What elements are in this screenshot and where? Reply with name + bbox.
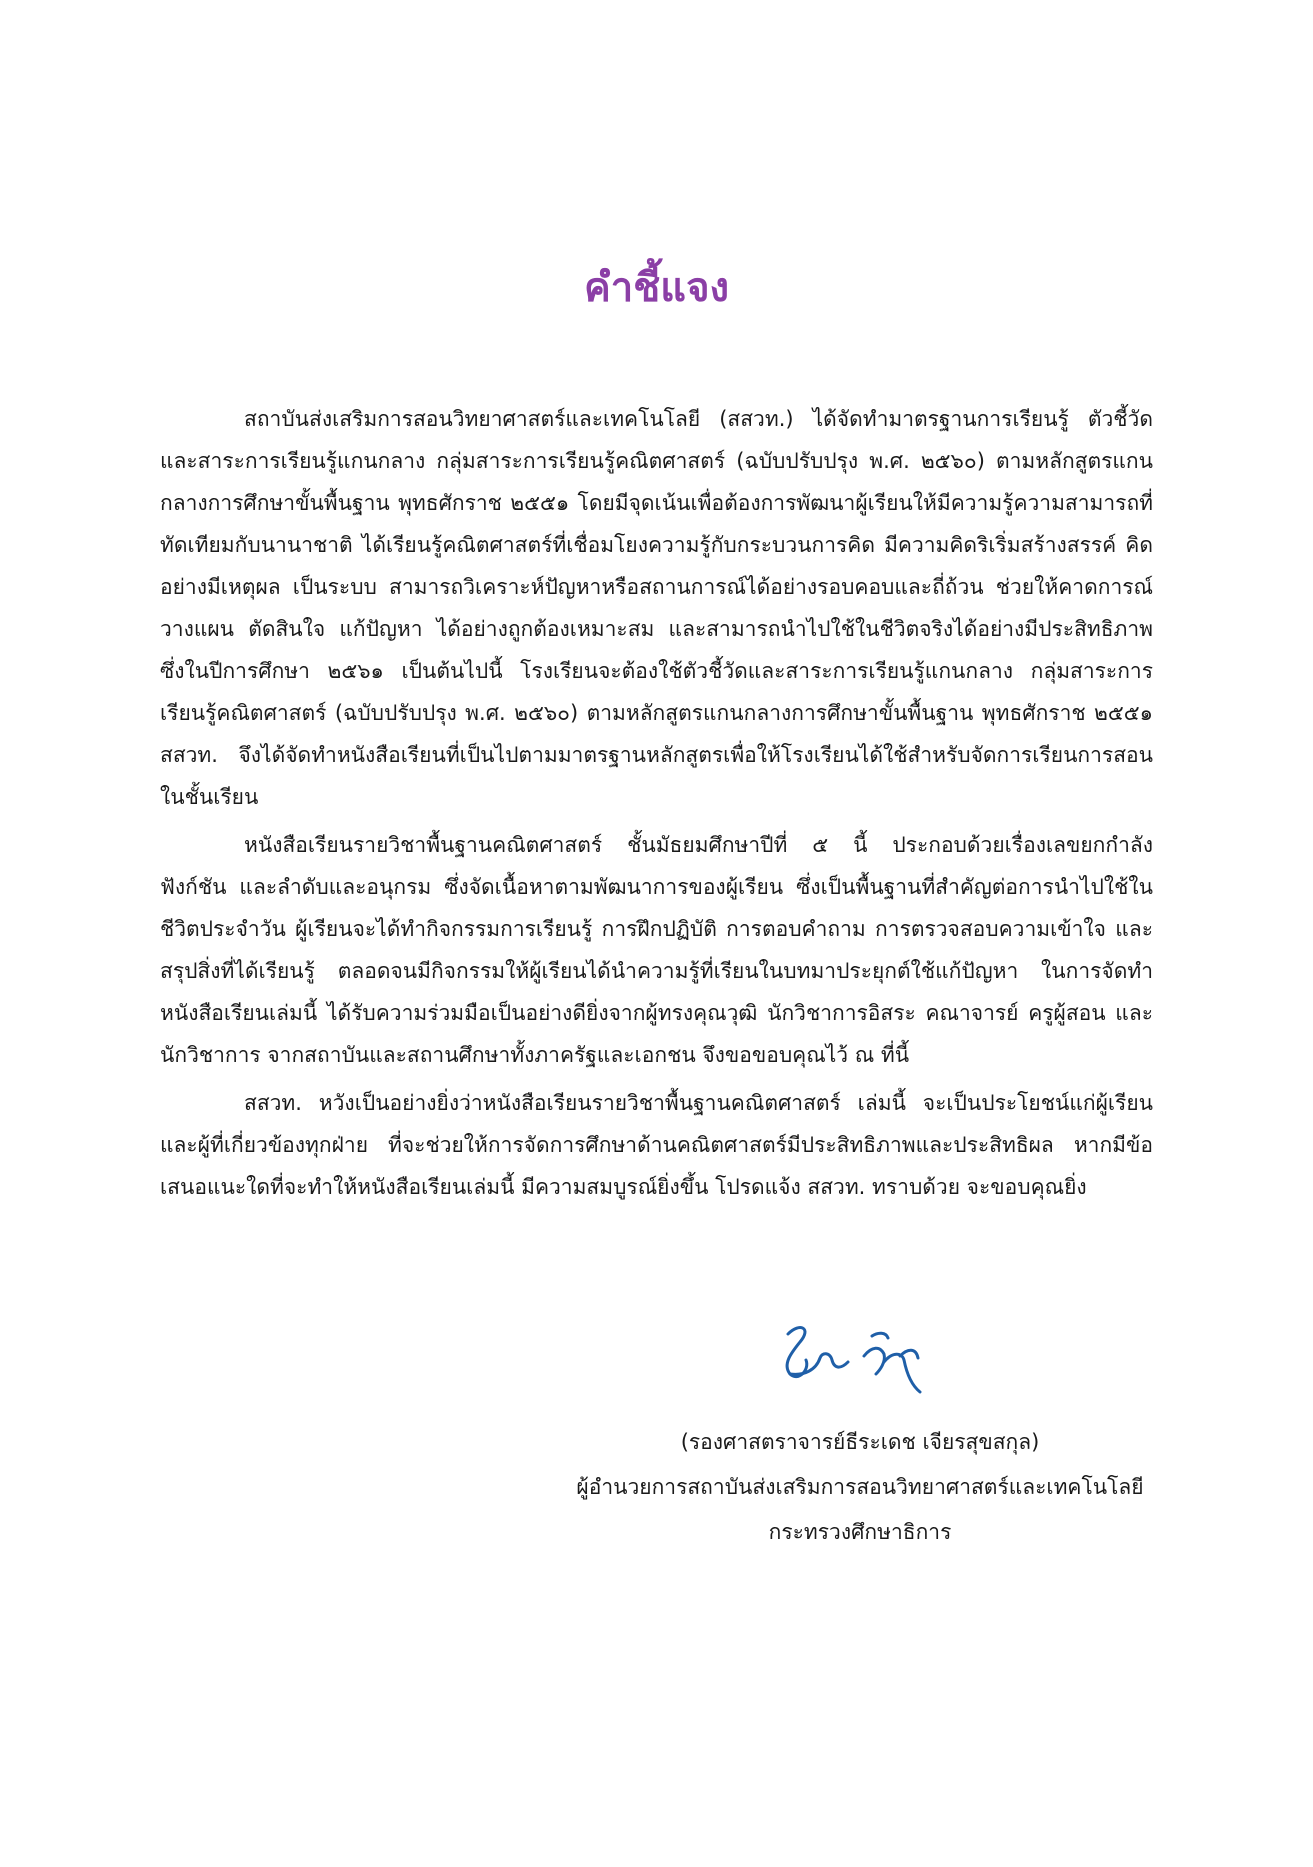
signature-block bbox=[560, 1420, 1160, 1555]
signatory-position: ผู้อำนวยการสถาบันส่งเสริมการสอนวิทยาศาสตร์และเทคโนโลยี bbox=[576, 1475, 1144, 1499]
handwritten-signature bbox=[760, 1312, 960, 1412]
page-title: คำชี้แจง bbox=[583, 265, 730, 311]
paragraph-1: สถาบันส่งเสริมการสอนวิทยาศาสตร์และเทคโนโลยี (สสวท.) ได้จัดทำมาตรฐานการเรียนรู้ ตัวชี้วัด และสาระการเรียนรู้แกนกลาง กลุ่มสาระการเรียนรู้คณิตศาสตร์ (ฉบับปรับปรุง พ.ศ. ๒๕๖๐) ตามหลักสูตรแกนกลางการศึกษาขั้นพื้นฐาน พุทธศักราช ๒๕๕๑ โดยมีจุดเน้นเพื่อต้องการพัฒนาผู้เรียนให้มีความรู้ความสามารถที่ทัดเทียมกับนานาชาติ ได้เรียนรู้คณิตศาสตร์ที่เชื่อมโยงความรู้กับกระบวนการคิด มีความคิดริเริ่มสร้างสรรค์ คิดอย่างมีเหตุผล เป็นระบบ สามารถวิเคราะห์ปัญหาหรือสถานการณ์ได้อย่างรอบคอบและถี่ถ้วน ช่วยให้คาดการณ์ วางแผน ตัดสินใจ แก้ปัญหา ได้อย่างถูกต้องเหมาะสม และสามารถนำไปใช้ในชีวิตจริงได้อย่างมีประสิทธิภาพ ซึ่งในปีการศึกษา ๒๕๖๑ เป็นต้นไปนี้ โรงเรียนจะต้องใช้ตัวชี้วัดและสาระการเรียนรู้แกนกลาง กลุ่มสาระการเรียนรู้คณิตศาสตร์ (ฉบับปรับปรุง พ.ศ. ๒๕๖๐) ตามหลักสูตรแกนกลางการศึกษาขั้นพื้นฐาน พุทธศักราช ๒๕๕๑ สสวท. จึงได้จัดทำหนังสือเรียนที่เป็นไปตามมาตรฐานหลักสูตรเพื่อให้โรงเรียนได้ใช้สำหรับจัดการเรียนการสอนในชั้นเรียน bbox=[160, 407, 1153, 809]
paragraph-3: สสวท. หวังเป็นอย่างยิ่งว่าหนังสือเรียนรายวิชาพื้นฐานคณิตศาสตร์ เล่มนี้ จะเป็นประโยชน์แก่ผู้เรียน และผู้ที่เกี่ยวข้องทุกฝ่าย ที่จะช่วยให้การจัดการศึกษาด้านคณิตศาสตร์มีประสิทธิภาพและประสิทธิผล หากมีข้อเสนอแนะใดที่จะทำให้หนังสือเรียนเล่มนี้ มีความสมบูรณ์ยิ่งขึ้น โปรดแจ้ง สสวท. ทราบด้วย จะขอบคุณยิ่ง bbox=[160, 1091, 1153, 1199]
body-text bbox=[160, 398, 1153, 1208]
paragraph-2: หนังสือเรียนรายวิชาพื้นฐานคณิตศาสตร์ ชั้นมัธยมศึกษาปีที่ ๕ นี้ ประกอบด้วยเรื่องเลขยกกำลัง ฟังก์ชัน และลำดับและอนุกรม ซึ่งจัดเนื้อหาตามพัฒนาการของผู้เรียน ซึ่งเป็นพื้นฐานที่สำคัญต่อการนำไปใช้ในชีวิตประจำวัน ผู้เรียนจะได้ทำกิจกรรมการเรียนรู้ การฝึกปฏิบัติ การตอบคำถาม การตรวจสอบความเข้าใจ และสรุปสิ่งที่ได้เรียนรู้ ตลอดจนมีกิจกรรมให้ผู้เรียนได้นำความรู้ที่เรียนในบทมาประยุกต์ใช้แก้ปัญหา ในการจัดทำหนังสือเรียนเล่มนี้ ได้รับความร่วมมือเป็นอย่างดียิ่งจากผู้ทรงคุณวุฒิ นักวิชาการอิสระ คณาจารย์ ครูผู้สอน และนักวิชาการ จากสถาบันและสถานศึกษาทั้งภาครัฐและเอกชน จึงขอขอบคุณไว้ ณ ที่นี้ bbox=[160, 833, 1153, 1067]
signatory-organization: กระทรวงศึกษาธิการ bbox=[768, 1520, 952, 1544]
signatory-name: (รองศาสตราจารย์ธีระเดช เจียรสุขสกุล) bbox=[680, 1430, 1040, 1454]
